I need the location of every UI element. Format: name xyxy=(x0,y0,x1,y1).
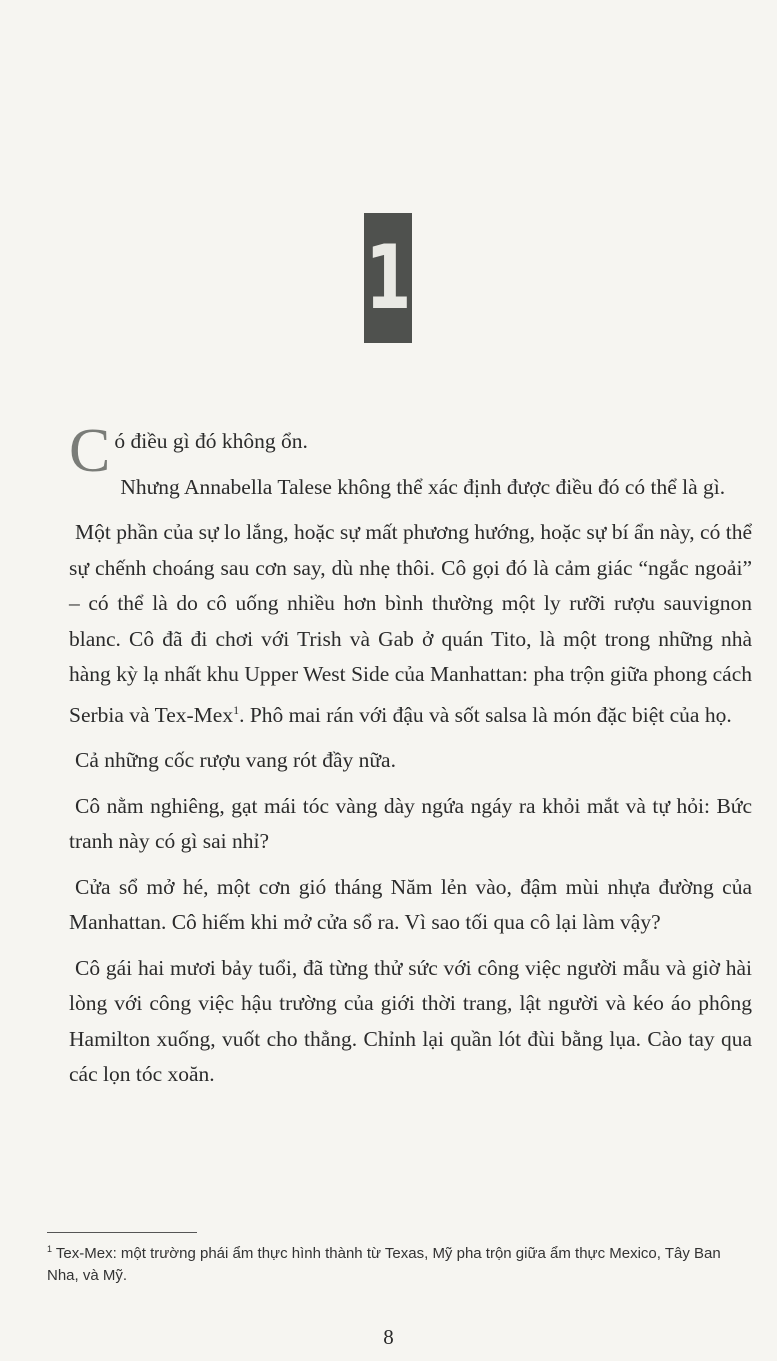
paragraph: Cô gái hai mươi bảy tuổi, đã từng thử sức với công việc người mẫu và giờ hài lòng với công việc hậu trường của giới thời trang, lật người và kéo áo phông Hamilton xuống, vuốt cho thẳng. Chỉnh lại quần lót đùi bằng lụa. Cào tay qua các lọn tóc xoăn. xyxy=(69,955,752,1087)
footnote-marker: 1 xyxy=(233,702,240,717)
drop-cap: C xyxy=(69,417,111,485)
footnote-text: Tex-Mex: một trường phái ẩm thực hình thành từ Texas, Mỹ pha trộn giữa ẩm thực Mexico, Tây Ban Nha, và Mỹ. xyxy=(47,1245,721,1284)
paragraph: Cả những cốc rượu vang rót đầy nữa. xyxy=(75,748,396,773)
chapter-number: 1 xyxy=(365,226,411,329)
page-number: 8 xyxy=(383,1325,394,1349)
chapter-number-block xyxy=(364,213,412,343)
paragraph xyxy=(69,417,752,485)
paragraph: Cửa sổ mở hé, một cơn gió tháng Năm lẻn vào, đậm mùi nhựa đường của Manhattan. Cô hiếm khi mở cửa sổ ra. Vì sao tối qua cô lại làm vậy? xyxy=(69,874,752,935)
body-text xyxy=(69,417,752,1103)
paragraph-text: Một phần của sự lo lắng, hoặc sự mất phương hướng, hoặc sự bí ẩn này, có thể sự chếnh choáng sau cơn say, dù nhẹ thôi. Cô gọi đó là cảm giác “ngắc ngoải” – có thể là do cô uống nhiều hơn bình thường một ly rưỡi rượu sauvignon blanc. Cô đã đi chơi với Trish và Gab ở quán Tito, là một trong những nhà hàng kỳ lạ nhất khu Upper West Side của Manhattan: pha trộn giữa phong cách Serbia và Tex-Mex xyxy=(69,520,752,727)
paragraph-text: ó điều gì đó không ổn. xyxy=(114,429,308,453)
paragraph: Cô nằm nghiêng, gạt mái tóc vàng dày ngứa ngáy ra khỏi mắt và tự hỏi: Bức tranh này có gì sai nhỉ? xyxy=(69,793,752,854)
footnote-divider xyxy=(47,1232,197,1233)
paragraph-text-tail: . Phô mai rán với đậu và sốt salsa là món đặc biệt của họ. xyxy=(239,702,732,727)
footnote xyxy=(47,1238,755,1287)
paragraph: Nhưng Annabella Talese không thể xác định được điều đó có thể là gì. xyxy=(120,474,726,499)
paragraph xyxy=(69,515,752,733)
footnote-number: 1 xyxy=(47,1244,53,1254)
